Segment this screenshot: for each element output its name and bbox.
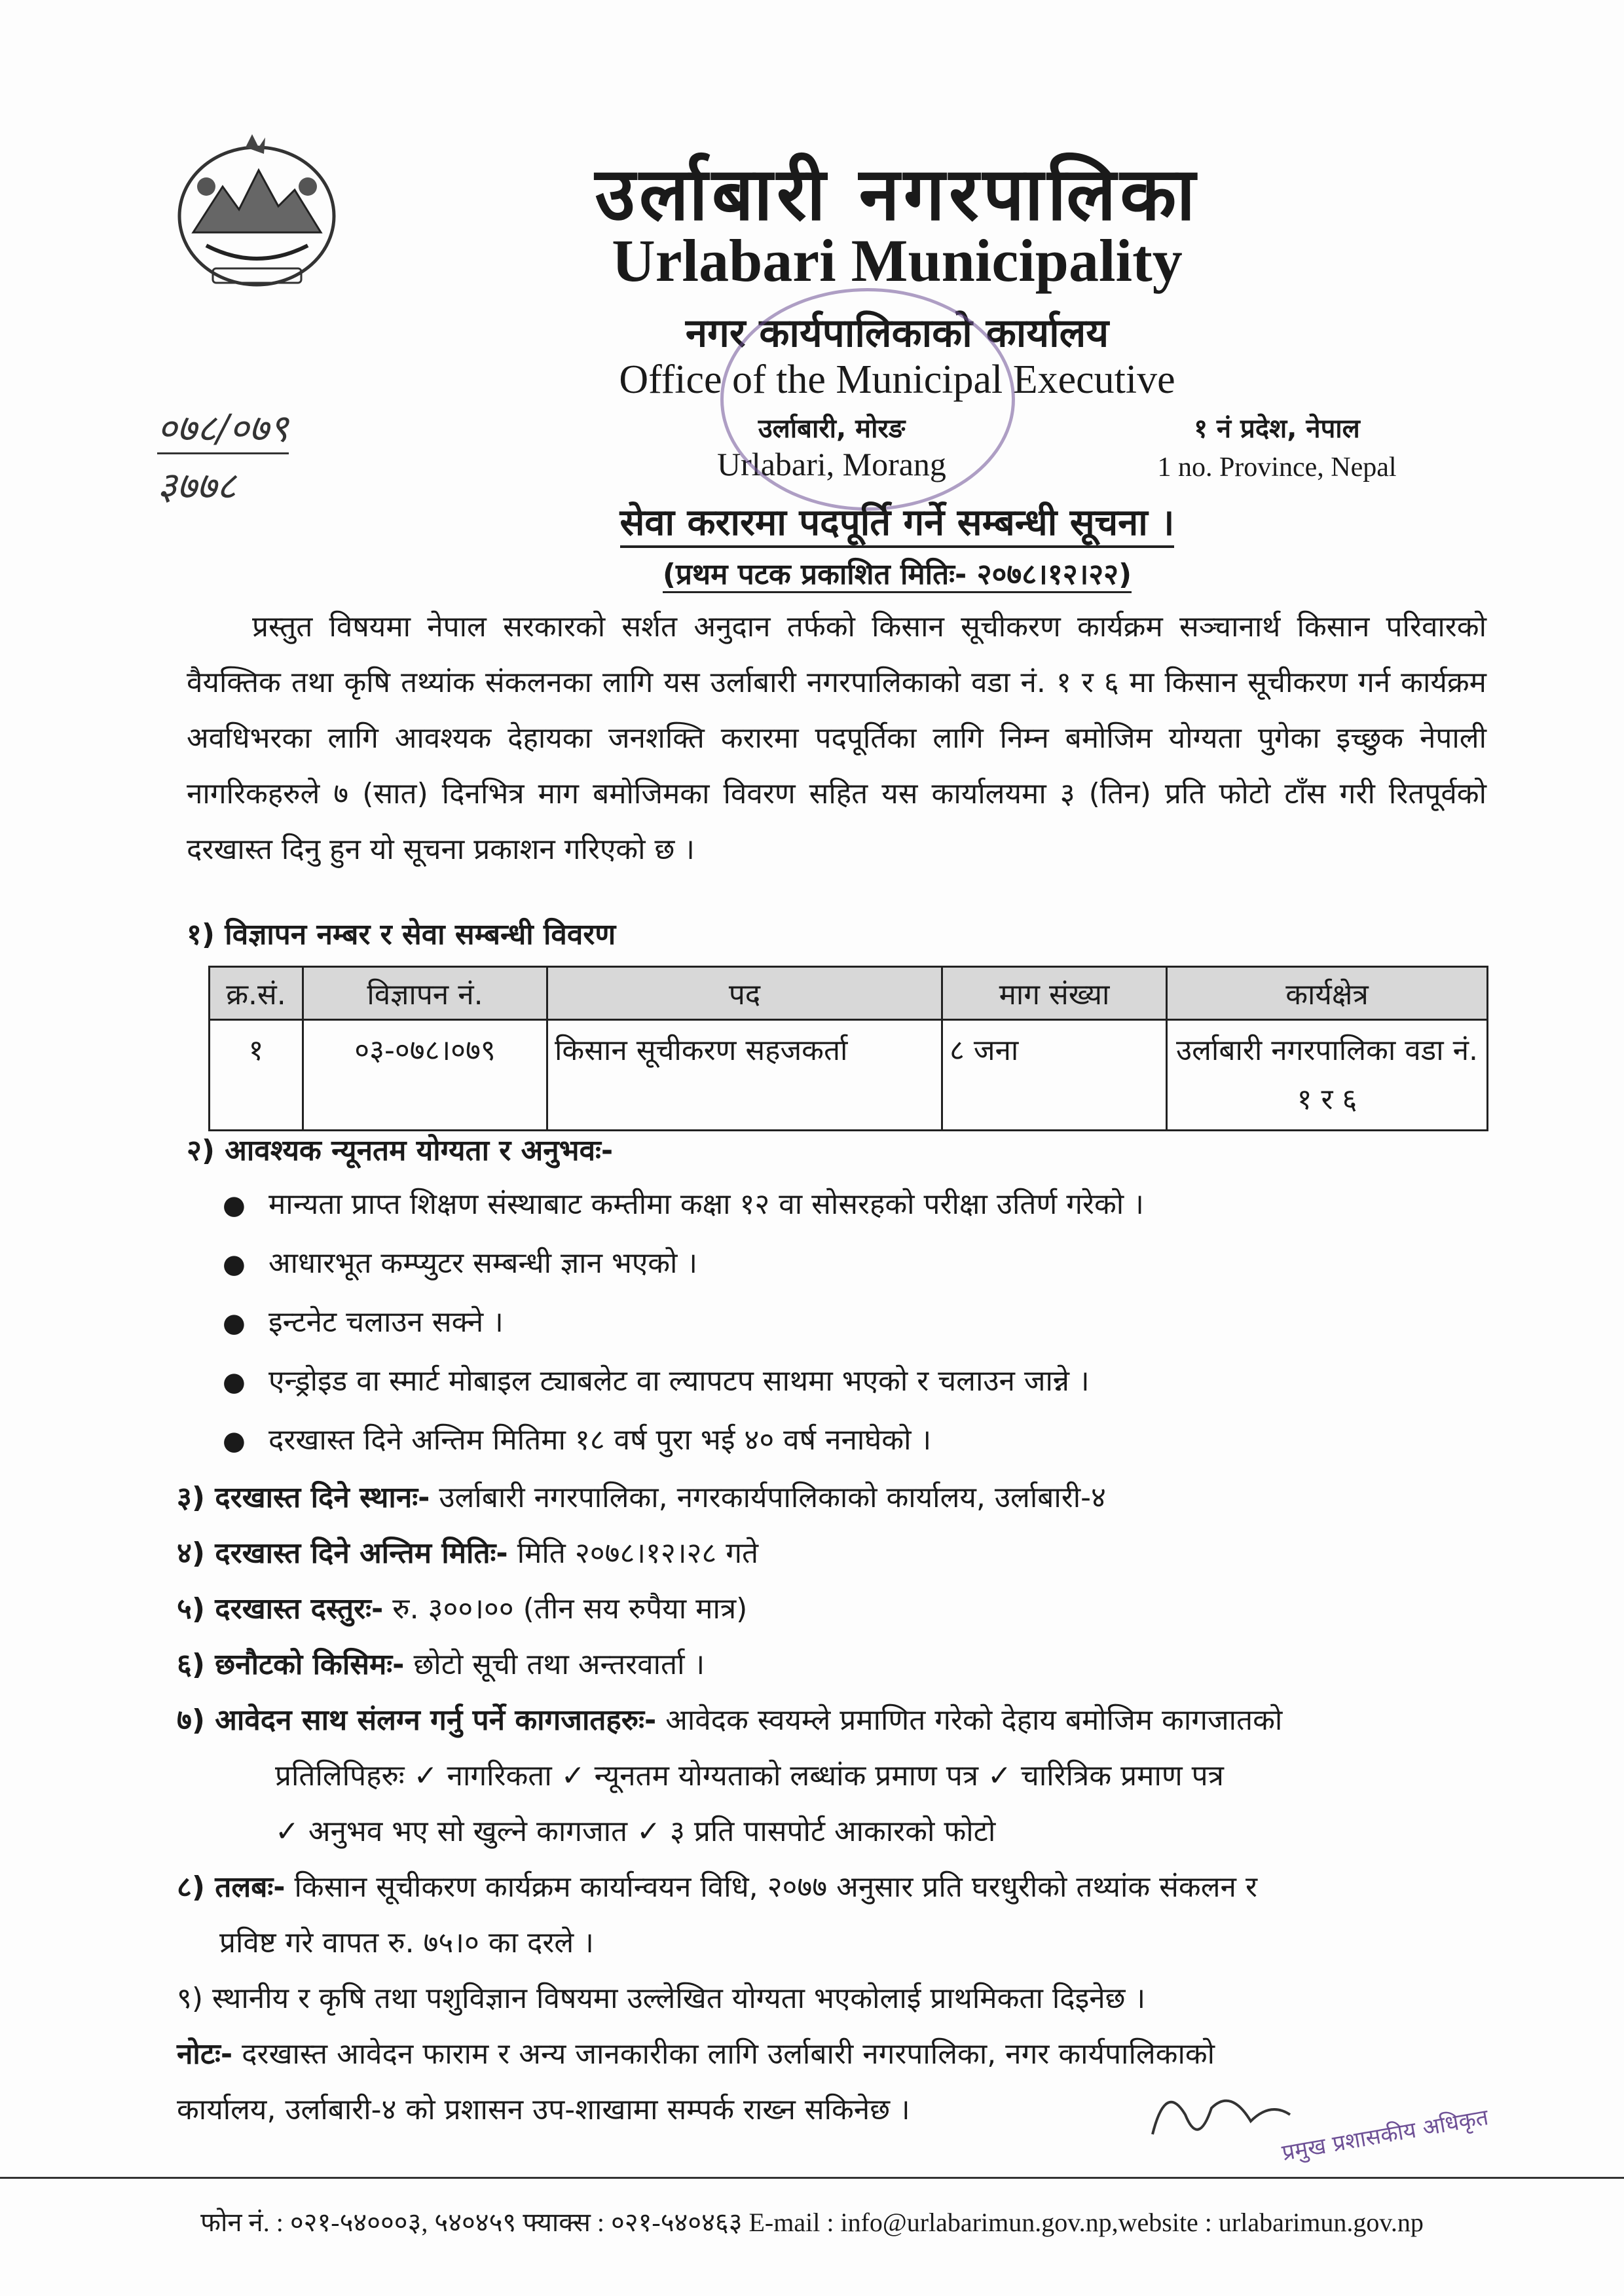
- notice-title: सेवा करारमा पदपूर्ति गर्ने सम्बन्धी सूचना ।: [354, 496, 1441, 546]
- bullet-icon: ●: [223, 1308, 246, 1338]
- location-english: Urlabari, Morang: [717, 446, 946, 483]
- intro-paragraph: प्रस्तुत विषयमा नेपाल सरकारको सर्शत अनुदान तर्फको किसान सूचीकरण कार्यक्रम सञ्चानार्थ किसान परिवारको वैयक्तिक तथा कृषि तथ्यांक संकलनका लागि यस उर्लाबारी नगरपालिकाको वडा नं. १ र ६ मा किसान सूचीकरण गर्न कार्यक्रम अवधिभरका लागि आवश्यक देहायका जनशक्ति करारमा पदपूर्तिका लागि निम्न बमोजिम योग्यता पुगेका इच्छुक नेपाली नागरिकहरुले ७ (सात) दिनभित्र माग बमोजिमका विवरण सहित यस कार्यालयमा ३ (तिन) प्रति फोटो टाँस गरी रितपूर्वको दरखास्त दिनु हुन यो सूचना प्रकाशन गरिएको छ ।: [187, 610, 1486, 866]
- qualification-list: [223, 1175, 1493, 1470]
- section-8: ८) तलबः- किसान सूचीकरण कार्यक्रम कार्यान्वयन विधि, २०७७ अनुसार प्रति घरधुरीको तथ्यांक संकलन र: [177, 1870, 1257, 1904]
- note: नोटः- दरखास्त आवेदन फाराम र अन्य जानकारीका लागि उर्लाबारी नगरपालिका, नगर कार्यपालिकाको: [177, 2037, 1215, 2071]
- table-row: [210, 1020, 1488, 1131]
- table-header-row: [210, 967, 1488, 1020]
- list-item: ● मान्यता प्राप्त शिक्षण संस्थाबाट कम्तीमा कक्षा १२ वा सोसरहको परीक्षा उतिर्ण गरेको ।: [223, 1175, 1493, 1234]
- section-7: ७) आवेदन साथ संलग्न गर्नु पर्ने कागजातहरुः- आवेदक स्वयम्ले प्रमाणित गरेको देहाय बमोजिम कागजातको: [177, 1704, 1283, 1737]
- table-cell: उर्लाबारी नगरपालिका वडा नं. १ र ६: [1167, 1020, 1488, 1131]
- table-cell: ८ जना: [942, 1020, 1167, 1131]
- vacancy-table: [208, 966, 1488, 1131]
- bullet-icon: ●: [223, 1190, 246, 1220]
- column-header: पद: [547, 967, 942, 1020]
- section-7-documents-line-2: ✓ अनुभव भए सो खुल्ने कागजात ✓ ३ प्रति पासपोर्ट आकारको फोटो: [275, 1815, 996, 1848]
- column-header: कार्यक्षेत्र: [1167, 967, 1488, 1020]
- column-header: क्र.सं.: [210, 967, 303, 1020]
- list-item: ● एन्ड्रोइड वा स्मार्ट मोबाइल ट्याबलेट वा ल्यापटप साथमा भएको र चलाउन जान्ने ।: [223, 1352, 1493, 1411]
- footer-contact: फोन नं. : ०२१-५४०००३, ५४०४५९ फ्याक्स : ०२१-५४०४६३ E-mail : info@urlabarimun.gov.np,website : urlabarimun.gov.np: [200, 2208, 1424, 2237]
- nepal-emblem-icon: [167, 134, 347, 295]
- table-cell: १: [210, 1020, 303, 1131]
- section-8-line-2: प्रविष्ट गरे वापत रु. ७५।० का दरले ।: [219, 1926, 594, 1959]
- municipality-title-english: Urlabari Municipality: [612, 227, 1183, 294]
- section-1-heading: १) विज्ञापन नम्बर र सेवा सम्बन्धी विवरण: [187, 918, 616, 951]
- location-nepali: उर्लाबारी, मोरङ: [758, 414, 906, 444]
- section-6: ६) छनौटको किसिमः- छोटो सूची तथा अन्तरवार्ता ।: [177, 1648, 705, 1681]
- column-header: विज्ञापन नं.: [303, 967, 547, 1020]
- stamp-text: प्रमुख प्रशासकीय अधिकृत: [1280, 2104, 1490, 2166]
- province-nepali: १ नं प्रदेश, नेपाल: [1194, 414, 1360, 444]
- section-4: ४) दरखास्त दिने अन्तिम मितिः- मिति २०७८।१२।२८ गते: [177, 1537, 759, 1570]
- bullet-icon: ●: [223, 1367, 246, 1397]
- reference-number: ३७७८: [157, 464, 236, 508]
- office-name-english: Office of the Municipal Executive: [619, 357, 1175, 402]
- table-cell: किसान सूचीकरण सहजकर्ता: [547, 1020, 942, 1131]
- footer-divider: [0, 2177, 1624, 2179]
- table-cell: ०३-०७८।०७९: [303, 1020, 547, 1131]
- section-7-documents-line: प्रतिलिपिहरुः ✓ नागरिकता ✓ न्यूनतम योग्यताको लब्धांक प्रमाण पत्र ✓ चारित्रिक प्रमाण पत्र: [275, 1759, 1224, 1793]
- list-item: ● इन्टनेट चलाउन सक्ने ।: [223, 1293, 1493, 1352]
- bullet-icon: ●: [223, 1426, 246, 1456]
- list-item: ● दरखास्त दिने अन्तिम मितिमा १८ वर्ष पुरा भई ४० वर्ष ननाघेको ।: [223, 1411, 1493, 1470]
- bullet-icon: ●: [223, 1249, 246, 1279]
- section-9: ९) स्थानीय र कृषि तथा पशुविज्ञान विषयमा उल्लेखित योग्यता भएकोलाई प्राथमिकता दिइनेछ ।: [177, 1982, 1146, 2015]
- section-3: ३) दरखास्त दिने स्थानः- उर्लाबारी नगरपालिका, नगरकार्यपालिकाको कार्यालय, उर्लाबारी-४: [177, 1481, 1106, 1514]
- section-5: ५) दरखास्त दस्तुरः- रु. ३००।०० (तीन सय रुपैया मात्र): [177, 1592, 748, 1626]
- municipality-title-nepali: उर्लाबारी नगरपालिका: [595, 152, 1200, 237]
- column-header: माग संख्या: [942, 967, 1167, 1020]
- signature-icon: [1139, 2075, 1490, 2174]
- note-line-2: कार्यालय, उर्लाबारी-४ को प्रशासन उप-शाखामा सम्पर्क राख्न सकिनेछ ।: [177, 2093, 910, 2126]
- publication-date: (प्रथम पटक प्रकाशित मितिः- २०७८।१२।२२): [354, 553, 1441, 592]
- office-name-nepali: नगर कार्यपालिकाको कार्यालय: [685, 310, 1109, 356]
- province-english: 1 no. Province, Nepal: [1157, 452, 1397, 483]
- list-item: ● आधारभूत कम्प्युटर सम्बन्धी ज्ञान भएको ।: [223, 1234, 1493, 1293]
- section-2-heading: २) आवश्यक न्यूनतम योग्यता र अनुभवः-: [187, 1134, 614, 1167]
- reference-fiscal-year: ०७८/०७९: [157, 401, 289, 454]
- office-stamp-icon: [720, 288, 1015, 511]
